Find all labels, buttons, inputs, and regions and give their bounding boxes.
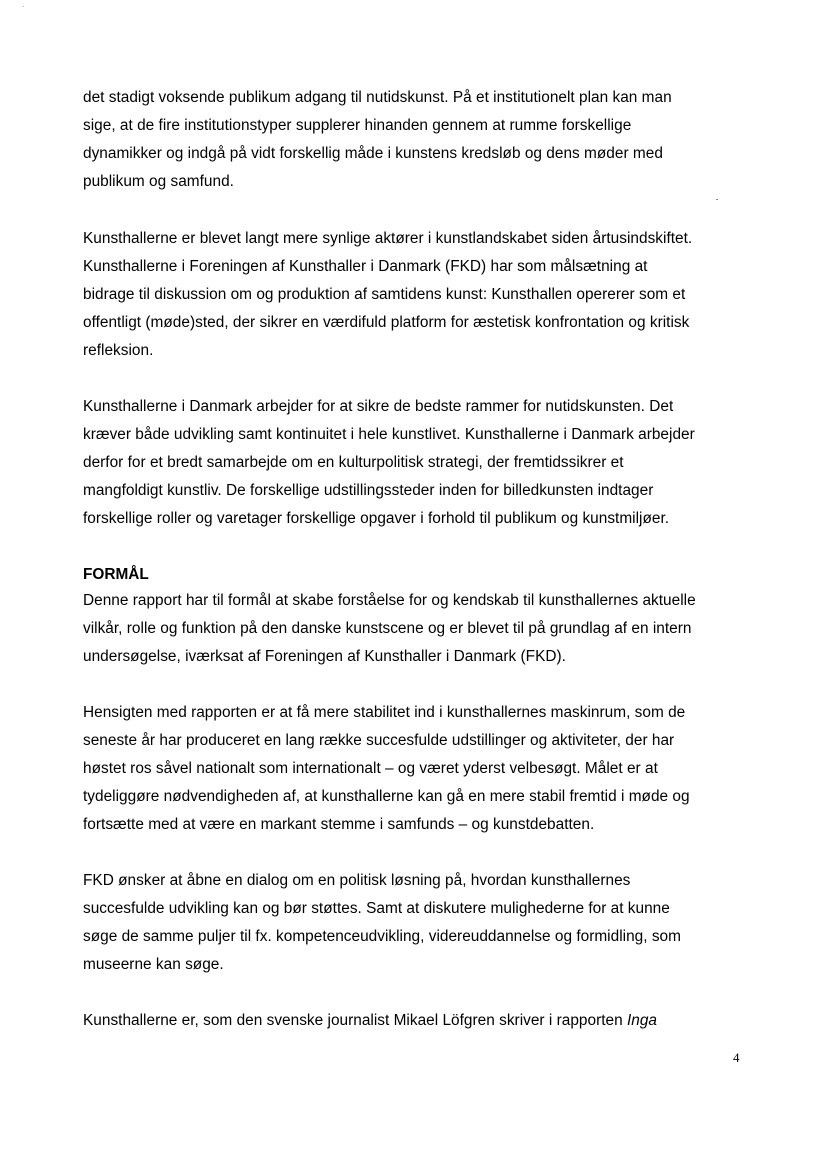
paragraph-line: tydeliggøre nødvendigheden af, at kunsthallerne kan gå en mere stabil fremtid i møde og [83,788,690,805]
paragraph-line: publikum og samfund. [83,173,234,190]
page-number: 4 [733,1050,740,1065]
paragraph-line: kræver både udvikling samt kontinuitet i hele kunstlivet. Kunsthallerne i Danmark arbejder [83,426,695,443]
paragraph-line: fortsætte med at være en markant stemme i samfunds – og kunstdebatten. [83,816,595,833]
final-paragraph-line [83,1012,657,1030]
paragraph-line: Hensigten med rapporten er at få mere stabilitet ind i kunsthallernes maskinrum, som de [83,704,686,721]
paragraph-line: det stadigt voksende publikum adgang til nutidskunst. På et institutionelt plan kan man [83,89,672,106]
paragraph-line: FKD ønsker at åbne en dialog om en politisk løsning på, hvordan kunsthallernes [83,872,631,889]
paragraph-line: søge de samme puljer til fx. kompetenceudvikling, videreuddannelse og formidling, som [83,928,681,945]
paragraph-line: vilkår, rolle og funktion på den danske kunstscene og er blevet til på grundlag af en intern [83,620,692,637]
scan-speck [23,6,24,7]
paragraph-line: derfor for et bredt samarbejde om en kulturpolitisk strategi, der fremtidssikrer et [83,454,624,471]
paragraph-line: seneste år har produceret en lang række succesfulde udstillinger og aktiviteter, der har [83,732,675,749]
paragraph-line: Denne rapport har til formål at skabe forståelse for og kendskab til kunsthallernes aktuelle [83,592,696,609]
paragraph-line: forskellige roller og varetager forskellige opgaver i forhold til publikum og kunstmiljøer. [83,510,670,527]
paragraph-line: Kunsthallerne er blevet langt mere synlige aktører i kunstlandskabet siden årtusindskiftet. [83,230,693,247]
paragraph-line: succesfulde udvikling kan og bør støttes. Samt at diskutere mulighederne for at kunne [83,900,670,917]
paragraph-line: høstet ros såvel nationalt som internationalt – og været yderst velbesøgt. Målet er at [83,760,658,777]
paragraph-line: refleksion. [83,342,154,359]
paragraph-line: sige, at de fire institutionstyper supplerer hinanden gennem at rumme forskellige [83,117,632,134]
paragraph-line: Kunsthallerne i Foreningen af Kunsthaller i Danmark (FKD) har som målsætning at [83,258,648,275]
paragraph-line: mangfoldigt kunstliv. De forskellige udstillingssteder inden for billedkunsten indtager [83,482,654,499]
paragraph-line: dynamikker og indgå på vidt forskellig måde i kunstens kredsløb og dens møder med [83,145,663,162]
paragraph-line: bidrage til diskussion om og produktion af samtidens kunst: Kunsthallen opererer som et [83,286,686,303]
paragraph-line: Kunsthallerne i Danmark arbejder for at sikre de bedste rammer for nutidskunsten. Det [83,398,674,415]
scan-speck [716,199,718,200]
section-heading: FORMÅL [83,566,149,583]
paragraph-line: museerne kan søge. [83,956,224,973]
paragraph-line: undersøgelse, iværksat af Foreningen af Kunsthaller i Danmark (FKD). [83,648,566,665]
report-title-italic: Inga [626,1012,658,1029]
paragraph-line: offentligt (møde)sted, der sikrer en værdifuld platform for æstetisk konfrontation og kritisk [83,314,690,331]
final-line-text: Kunsthallerne er, som den svenske journalist Mikael Löfgren skriver i rapporten [83,1012,627,1029]
